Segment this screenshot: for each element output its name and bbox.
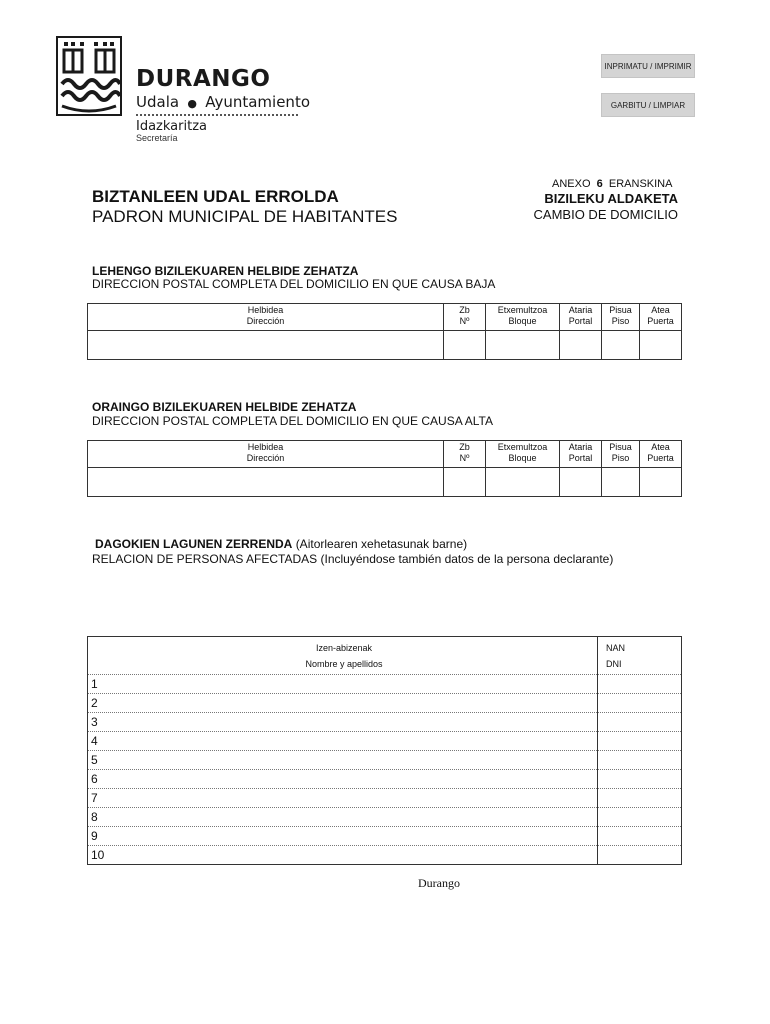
current-address-heading-eu: ORAINGO BIZILEKUAREN HELBIDE ZEHATZA bbox=[92, 400, 357, 414]
previous-address-table bbox=[87, 303, 682, 360]
row-number: 1 bbox=[91, 677, 98, 691]
table-row bbox=[88, 751, 682, 770]
table-row bbox=[88, 770, 682, 789]
person-name-field[interactable] bbox=[88, 789, 598, 808]
form-title-es: CAMBIO DE DOMICILIO bbox=[533, 207, 678, 222]
person-id-field[interactable] bbox=[598, 713, 682, 732]
annex-label bbox=[552, 178, 672, 190]
department-es: Secretaría bbox=[136, 133, 178, 143]
previous-door-field[interactable] bbox=[640, 331, 682, 360]
current-door-field[interactable] bbox=[640, 468, 682, 497]
annex-suffix: ERANSKINA bbox=[608, 178, 673, 190]
person-id-field[interactable] bbox=[598, 694, 682, 713]
persons-heading-eu-bold: DAGOKIEN LAGUNEN ZERRENDA bbox=[95, 537, 293, 551]
dotted-divider bbox=[136, 114, 298, 116]
durango-coat-of-arms-icon bbox=[56, 36, 122, 116]
current-portal-field[interactable] bbox=[560, 468, 602, 497]
page-title-es: PADRON MUNICIPAL DE HABITANTES bbox=[92, 207, 398, 226]
table-row bbox=[88, 675, 682, 694]
column-header-floor: Pisua Piso bbox=[602, 304, 640, 331]
previous-address-heading-eu: LEHENGO BIZILEKUAREN HELBIDE ZEHATZA bbox=[92, 264, 359, 278]
row-number: 8 bbox=[91, 810, 98, 824]
person-name-field[interactable] bbox=[88, 713, 598, 732]
page-title-eu: BIZTANLEEN UDAL ERROLDA bbox=[92, 187, 339, 206]
row-number: 5 bbox=[91, 753, 98, 767]
previous-address-heading-es: DIRECCION POSTAL COMPLETA DEL DOMICILIO EN QUE CAUSA BAJA bbox=[92, 277, 496, 291]
column-header-number: Zb Nº bbox=[444, 304, 486, 331]
person-id-field[interactable] bbox=[598, 751, 682, 770]
row-number: 7 bbox=[91, 791, 98, 805]
column-header-number: Zb Nº bbox=[444, 441, 486, 468]
table-row bbox=[88, 331, 682, 360]
person-name-field[interactable] bbox=[88, 846, 598, 865]
row-number: 10 bbox=[91, 848, 105, 862]
brand-sub-eu: Udala bbox=[136, 93, 180, 111]
persons-heading-eu bbox=[95, 537, 467, 551]
row-number: 2 bbox=[91, 696, 98, 710]
person-name-field[interactable] bbox=[88, 675, 598, 694]
table-header-row bbox=[88, 304, 682, 331]
current-address-heading-es: DIRECCION POSTAL COMPLETA DEL DOMICILIO EN QUE CAUSA ALTA bbox=[92, 414, 493, 428]
column-header-portal: Ataria Portal bbox=[560, 304, 602, 331]
row-number: 3 bbox=[91, 715, 98, 729]
person-name-field[interactable] bbox=[88, 694, 598, 713]
person-name-field[interactable] bbox=[88, 751, 598, 770]
bullet-separator: ● bbox=[183, 97, 201, 110]
persons-table bbox=[87, 636, 682, 865]
person-name-field[interactable] bbox=[88, 808, 598, 827]
column-header-address: Helbidea Dirección bbox=[88, 304, 444, 331]
table-header-row bbox=[88, 637, 682, 675]
person-id-field[interactable] bbox=[598, 808, 682, 827]
annex-prefix: ANEXO bbox=[552, 178, 591, 190]
table-header-row bbox=[88, 441, 682, 468]
previous-address-field[interactable] bbox=[88, 331, 444, 360]
clear-button[interactable]: GARBITU / LIMPIAR bbox=[601, 93, 695, 117]
print-button[interactable]: INPRIMATU / IMPRIMIR bbox=[601, 54, 695, 78]
column-header-address: Helbidea Dirección bbox=[88, 441, 444, 468]
person-name-field[interactable] bbox=[88, 827, 598, 846]
brand-subtitle bbox=[136, 93, 310, 111]
brand-name: DURANGO bbox=[136, 66, 271, 92]
person-id-field[interactable] bbox=[598, 732, 682, 751]
persons-heading-es: RELACION DE PERSONAS AFECTADAS (Incluyéndose también datos de la persona declarante) bbox=[92, 552, 614, 566]
current-address-field[interactable] bbox=[88, 468, 444, 497]
person-id-field[interactable] bbox=[598, 789, 682, 808]
table-row bbox=[88, 808, 682, 827]
column-header-id: NAN DNI bbox=[598, 637, 682, 675]
brand-sub-es: Ayuntamiento bbox=[205, 93, 310, 111]
current-floor-field[interactable] bbox=[602, 468, 640, 497]
row-number: 4 bbox=[91, 734, 98, 748]
table-row bbox=[88, 846, 682, 865]
table-row bbox=[88, 694, 682, 713]
previous-floor-field[interactable] bbox=[602, 331, 640, 360]
person-id-field[interactable] bbox=[598, 675, 682, 694]
form-title-eu: BIZILEKU ALDAKETA bbox=[544, 191, 678, 206]
column-header-floor: Pisua Piso bbox=[602, 441, 640, 468]
previous-block-field[interactable] bbox=[486, 331, 560, 360]
person-id-field[interactable] bbox=[598, 827, 682, 846]
previous-number-field[interactable] bbox=[444, 331, 486, 360]
annex-number: 6 bbox=[596, 178, 603, 190]
current-block-field[interactable] bbox=[486, 468, 560, 497]
person-name-field[interactable] bbox=[88, 732, 598, 751]
table-row bbox=[88, 468, 682, 497]
person-name-field[interactable] bbox=[88, 770, 598, 789]
row-number: 6 bbox=[91, 772, 98, 786]
table-row bbox=[88, 732, 682, 751]
column-header-block: Etxemultzoa Bloque bbox=[486, 441, 560, 468]
column-header-door: Atea Puerta bbox=[640, 304, 682, 331]
person-id-field[interactable] bbox=[598, 770, 682, 789]
table-row bbox=[88, 827, 682, 846]
column-header-name: Izen-abizenak Nombre y apellidos bbox=[88, 637, 598, 675]
column-header-door: Atea Puerta bbox=[640, 441, 682, 468]
persons-heading-eu-note: (Aitorlearen xehetasunak barne) bbox=[295, 537, 468, 551]
current-address-table bbox=[87, 440, 682, 497]
department-eu: Idazkaritza bbox=[136, 119, 207, 134]
table-row bbox=[88, 789, 682, 808]
column-header-block: Etxemultzoa Bloque bbox=[486, 304, 560, 331]
column-header-portal: Ataria Portal bbox=[560, 441, 602, 468]
person-id-field[interactable] bbox=[598, 846, 682, 865]
current-number-field[interactable] bbox=[444, 468, 486, 497]
previous-portal-field[interactable] bbox=[560, 331, 602, 360]
place-label: Durango bbox=[418, 876, 460, 890]
table-row bbox=[88, 713, 682, 732]
row-number: 9 bbox=[91, 829, 98, 843]
